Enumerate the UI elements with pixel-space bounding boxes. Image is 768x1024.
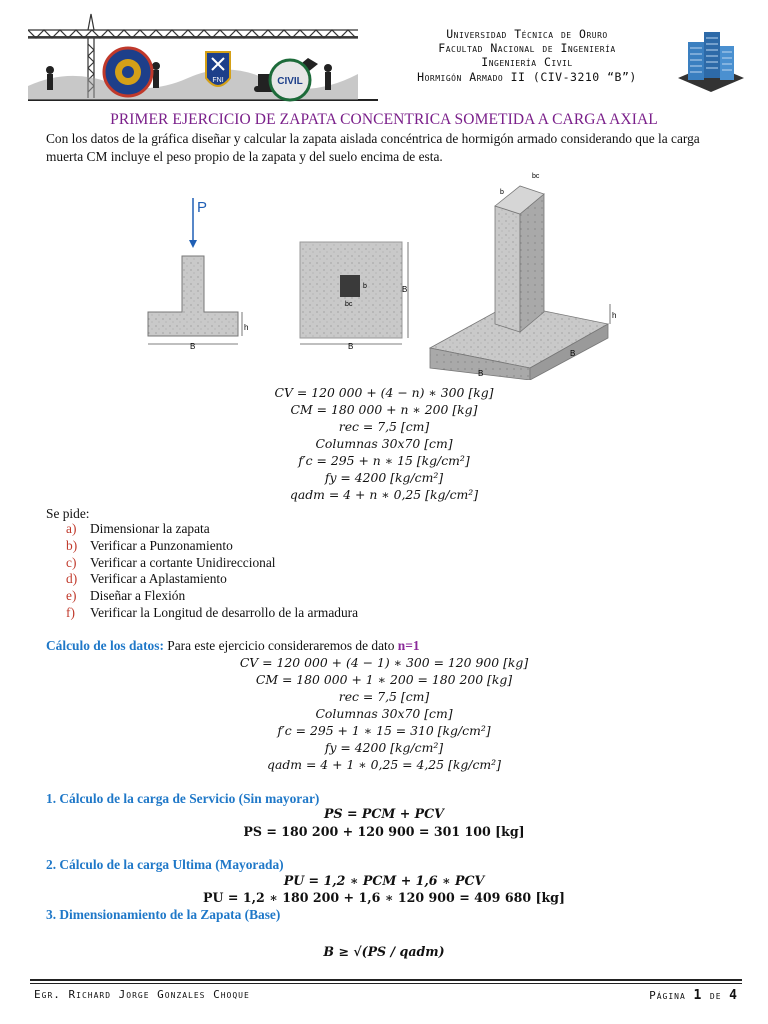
list-item: f) Verificar la Longitud de desarrollo de la armadura — [66, 604, 359, 620]
calc-fy: fy = 4200 [kg/cm²] — [324, 740, 444, 755]
exercise-title: PRIMER EJERCICIO DE ZAPATA CONCENTRICA SOMETIDA A CARGA AXIAL — [110, 111, 658, 128]
calc-columns: Columnas 30x70 [cm] — [315, 706, 453, 721]
section-3-heading: 3. Dimensionamiento de la Zapata (Base) — [46, 907, 281, 922]
plan-view — [300, 242, 408, 351]
calc-cv: CV = 120 000 + (4 − 1) ∗ 300 = 120 900 [kg] — [239, 655, 529, 670]
given-fc: f′c = 295 + n ∗ 15 [kg/cm²] — [298, 453, 470, 468]
footer-page-number: Página 1 de 4 — [649, 988, 738, 1003]
given-fy: fy = 4200 [kg/cm²] — [324, 470, 444, 485]
svg-text:B: B — [402, 285, 408, 294]
requirements-heading: Se pide: — [46, 506, 90, 521]
pu-value: PU = 1,2 ∗ 180 200 + 1,6 ∗ 120 900 = 409 680 [kg] — [203, 890, 565, 905]
svg-text:B: B — [348, 342, 354, 351]
list-item: b) Verificar a Punzonamiento — [66, 537, 233, 553]
given-rec: rec = 7,5 [cm] — [338, 419, 430, 434]
exercise-intro: Con los datos de la gráfica diseñar y calcular la zapata aislada concéntrica de hormigón armado considerando que la carga muerta CM incluye el peso propio de la zapata y del suelo encima de esta. — [46, 131, 700, 164]
list-item: e) Diseñar a Flexión — [66, 588, 186, 604]
section-1-heading: 1. Cálculo de la carga de Servicio (Sin mayorar) — [46, 791, 320, 806]
b-formula: B ≥ √(PS / qadm) — [323, 944, 445, 959]
footer-divider-thin — [30, 983, 742, 984]
given-cm: CM = 180 000 + n ∗ 200 [kg] — [290, 402, 478, 417]
footer-divider — [30, 979, 742, 981]
elevation-view — [148, 198, 248, 351]
page-header — [0, 0, 768, 108]
footing-figures — [140, 170, 620, 380]
pu-formula: PU = 1,2 ∗ PCM + 1,6 ∗ PCV — [283, 873, 485, 888]
load-label: P — [197, 199, 208, 216]
list-item: c) Verificar a cortante Unidireccional — [66, 554, 276, 570]
svg-text:h: h — [612, 311, 617, 320]
ps-value: PS = 180 200 + 120 900 = 301 100 [kg] — [243, 824, 525, 839]
calc-rec: rec = 7,5 [cm] — [338, 689, 430, 704]
svg-text:FNI: FNI — [212, 77, 224, 84]
svg-text:bc: bc — [532, 173, 540, 180]
calc-qadm: qadm = 4 + 1 ∗ 0,25 = 4,25 [kg/cm²] — [267, 757, 501, 772]
svg-text:B: B — [190, 342, 196, 351]
svg-text:B: B — [570, 349, 576, 358]
svg-text:b: b — [363, 283, 367, 290]
calc-data-intro: Cálculo de los datos: Para este ejercicio consideraremos de dato n=1 — [46, 638, 420, 653]
buildings-icon — [674, 24, 748, 94]
given-columns: Columnas 30x70 [cm] — [315, 436, 453, 451]
course-name: Hormigón Armado II (CIV-3210 “B”) — [417, 69, 637, 84]
ps-formula: PS = PCM + PCV — [324, 806, 444, 821]
list-item: a) Dimensionar la zapata — [66, 521, 210, 536]
university-name: Universidad Técnica de Oruro — [446, 27, 608, 41]
svg-text:b: b — [500, 189, 504, 196]
given-qadm: qadm = 4 + n ∗ 0,25 [kg/cm²] — [289, 487, 479, 502]
isometric-view — [430, 173, 616, 380]
svg-text:B: B — [478, 369, 484, 378]
calc-cm: CM = 180 000 + 1 ∗ 200 = 180 200 [kg] — [255, 672, 513, 687]
calc-fc: f′c = 295 + 1 ∗ 15 = 310 [kg/cm²] — [277, 723, 491, 738]
svg-text:CIVIL: CIVIL — [277, 76, 303, 87]
list-item: d) Verificar a Aplastamiento — [66, 571, 227, 587]
university-info — [392, 27, 662, 84]
footer-author: Egr. Richard Jorge Gonzales Choque — [34, 988, 250, 1001]
svg-text:bc: bc — [345, 301, 353, 308]
department-name: Ingeniería Civil — [481, 55, 573, 70]
requirements-list — [66, 521, 358, 622]
svg-text:h: h — [244, 323, 249, 332]
given-cv: CV = 120 000 + (4 − n) ∗ 300 [kg] — [274, 385, 494, 400]
faculty-name: Facultad Nacional de Ingeniería — [438, 41, 616, 56]
header-banner-illustration — [28, 8, 378, 104]
section-2-heading: 2. Cálculo de la carga Ultima (Mayorada) — [46, 857, 284, 872]
